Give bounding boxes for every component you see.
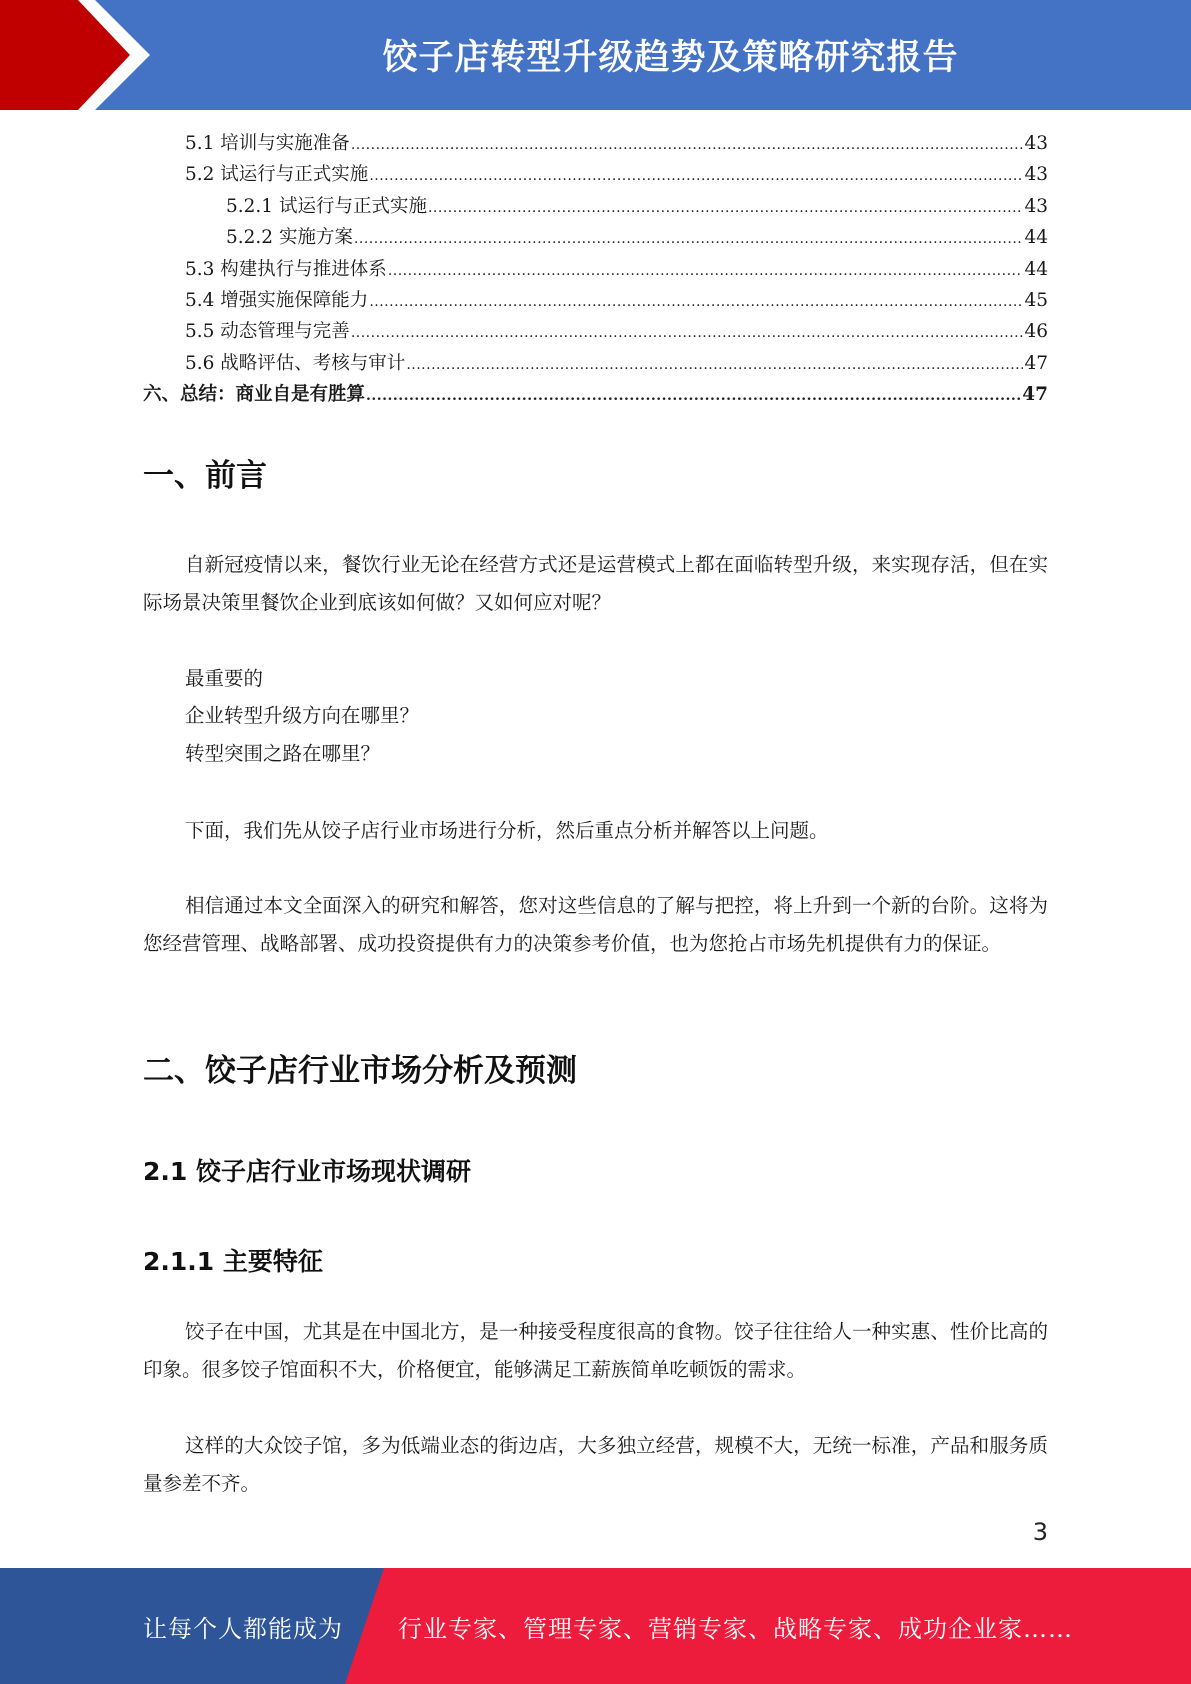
page-footer bbox=[0, 1568, 1191, 1684]
toc-leader-dots bbox=[351, 318, 1024, 349]
toc-entry[interactable] bbox=[143, 159, 1048, 190]
toc-entry[interactable] bbox=[143, 316, 1048, 347]
text-line: 转型突围之路在哪里？ bbox=[185, 742, 381, 765]
toc-entry[interactable] bbox=[143, 379, 1048, 410]
toc-entry[interactable] bbox=[143, 254, 1048, 285]
toc-leader-dots bbox=[428, 193, 1023, 224]
toc-entry-label: 5.3 构建执行与推进体系 bbox=[185, 258, 387, 280]
toc-entry-page: 45 bbox=[1024, 289, 1048, 311]
toc-leader-dots bbox=[366, 381, 1021, 412]
toc-leader-dots bbox=[354, 224, 1024, 255]
text-line: 企业转型升级方向在哪里？ bbox=[185, 704, 420, 727]
paragraph: 下面，我们先从饺子店行业市场进行分析，然后重点分析并解答以上问题。 bbox=[185, 819, 829, 842]
toc-leader-dots bbox=[369, 287, 1023, 318]
paragraph: 饺子在中国，尤其是在中国北方，是一种接受程度很高的食物。饺子往往给人一种实惠、性价比高的印象。很多饺子馆面积不大，价格便宜，能够满足工薪族简单吃顿饭的需求。 bbox=[143, 1320, 1048, 1381]
page-number: 3 bbox=[1032, 1518, 1048, 1546]
toc-entry-page: 47 bbox=[1024, 352, 1048, 374]
subsection-heading: 2.1 饺子店行业市场现状调研 bbox=[143, 1157, 471, 1186]
paragraph: 自新冠疫情以来，餐饮行业无论在经营方式还是运营模式上都在面临转型升级，来实现存活，但在实际场景决策里餐饮企业到底该如何做？又如何应对呢？ bbox=[143, 553, 1048, 614]
toc-entry[interactable] bbox=[143, 222, 1048, 253]
text-line: 最重要的 bbox=[185, 667, 264, 690]
subsection-heading: 2.1.1 主要特征 bbox=[143, 1247, 323, 1276]
toc-entry-label: 5.5 动态管理与完善 bbox=[185, 321, 350, 343]
page-header bbox=[0, 0, 1191, 110]
toc-entry-label: 5.4 增强实施保障能力 bbox=[185, 289, 369, 311]
toc-entry-page: 44 bbox=[1024, 258, 1048, 280]
section-heading-market-analysis: 二、饺子店行业市场分析及预测 bbox=[143, 1053, 577, 1089]
footer-slogan-right: 行业专家、管理专家、营销专家、战略专家、成功企业家…… bbox=[398, 1614, 1073, 1643]
footer-slogan-left: 让每个人都能成为 bbox=[143, 1614, 343, 1643]
section-heading-preface: 一、前言 bbox=[143, 458, 267, 494]
toc-leader-dots bbox=[406, 350, 1023, 381]
toc-entry-page: 43 bbox=[1024, 164, 1048, 186]
toc-entry-page: 44 bbox=[1024, 227, 1048, 249]
toc-entry[interactable] bbox=[143, 348, 1048, 379]
toc-entry-label: 5.2.2 实施方案 bbox=[226, 227, 353, 249]
report-title: 饺子店转型升级趋势及策略研究报告 bbox=[382, 38, 959, 78]
toc-entry-page: 47 bbox=[1022, 384, 1048, 406]
toc-entry[interactable] bbox=[143, 191, 1048, 222]
toc-leader-dots bbox=[369, 161, 1023, 192]
toc-entry[interactable] bbox=[143, 128, 1048, 159]
paragraph: 这样的大众饺子馆，多为低端业态的街边店，大多独立经营，规模不大，无统一标准，产品和服务质量参差不齐。 bbox=[143, 1434, 1048, 1495]
toc-entry-page: 43 bbox=[1024, 195, 1048, 217]
toc-entry-page: 46 bbox=[1024, 321, 1048, 343]
toc-entry-label: 5.1 培训与实施准备 bbox=[185, 133, 350, 154]
toc-leader-dots bbox=[351, 130, 1024, 161]
table-of-contents bbox=[143, 128, 1048, 411]
toc-entry-label: 六、总结：商业自是有胜算 bbox=[143, 384, 366, 406]
toc-entry-label: 5.2 试运行与正式实施 bbox=[185, 164, 369, 186]
toc-entry-page: 43 bbox=[1024, 133, 1048, 154]
header-arrow-decoration bbox=[0, 0, 150, 110]
toc-entry-label: 5.6 战略评估、考核与审计 bbox=[185, 352, 406, 374]
toc-entry-label: 5.2.1 试运行与正式实施 bbox=[226, 195, 427, 217]
paragraph: 相信通过本文全面深入的研究和解答，您对这些信息的了解与把控，将上升到一个新的台阶。这将为您经营管理、战略部署、成功投资提供有力的决策参考价值，也为您抢占市场先机提供有力的保证。 bbox=[143, 894, 1048, 955]
toc-entry[interactable] bbox=[143, 285, 1048, 316]
toc-leader-dots bbox=[388, 256, 1024, 287]
